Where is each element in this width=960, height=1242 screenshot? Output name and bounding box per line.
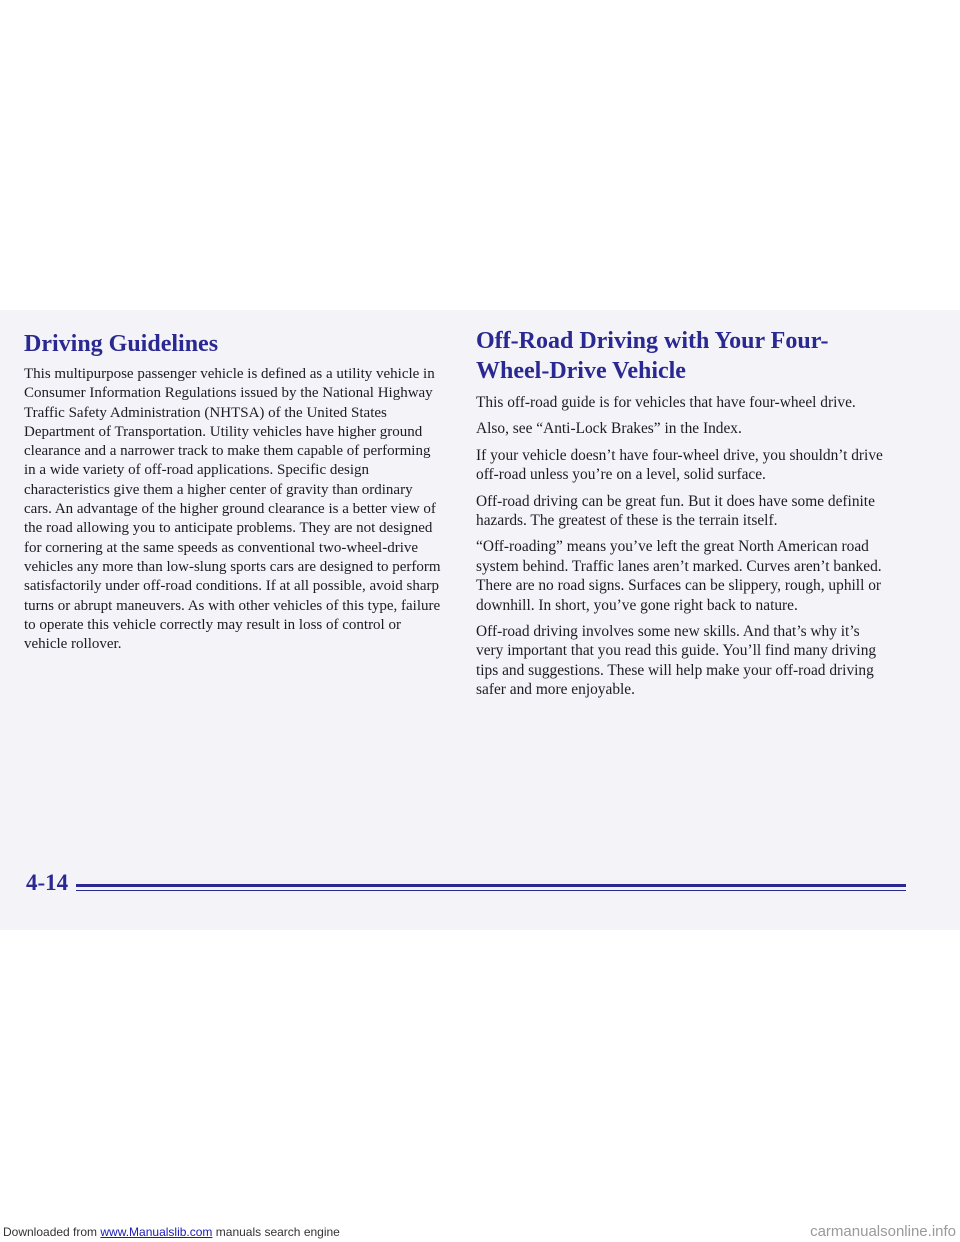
- body-paragraph: If your vehicle doesn’t have four-wheel drive, you shouldn’t drive off-road unless you’re on a level, solid surface.: [476, 446, 883, 484]
- watermark-bar: [0, 1222, 960, 1242]
- body-paragraph: This multipurpose passenger vehicle is defined as a utility vehicle in Consumer Information Regulations issued by the National Highway Traffic Safety Administration (NHTSA) of the United States Department of Transportation. Utility vehicles have higher ground clearance and a narrower track to make them capable of performing in a wide variety of off-road applications. Specific design characteristics give them a higher center of gravity than ordinary cars. An advantage of the higher ground clearance is a better view of the road allowing you to anticipate problems. They are not designed for cornering at the same speeds as conventional two-wheel-drive vehicles any more than low-slung sports cars are designed to perform satisfactorily under off-road conditions. If at all possible, avoid sharp turns or abrupt maneuvers. As with other vehicles of this type, failure to operate this vehicle correctly may result in loss of control or vehicle rollover.: [24, 366, 441, 653]
- download-notice: [3, 1224, 340, 1240]
- page-number: 4-14: [26, 870, 69, 895]
- section-heading: Driving Guidelines: [24, 331, 219, 357]
- body-paragraph: Off-road driving can be great fun. But it does have some definite hazards. The greatest of these is the terrain itself.: [476, 492, 875, 530]
- download-suffix: manuals search engine: [212, 1225, 340, 1239]
- section-heading: Off-Road Driving with Your Four-Wheel-Drive Vehicle: [476, 328, 829, 384]
- driving-guidelines-section: [24, 326, 444, 661]
- body-paragraph: Also, see “Anti-Lock Brakes” in the Index.: [476, 420, 742, 438]
- manualslib-link[interactable]: www.Manualslib.com: [100, 1225, 213, 1239]
- footer-rule-thin: [76, 890, 906, 891]
- page-footer: [26, 866, 886, 906]
- download-prefix: Downloaded from: [3, 1225, 101, 1239]
- body-paragraph: Off-road driving involves some new skills. And that’s why it’s very important that you read this guide. You’ll find many driving tips and suggestions. These will help make your off-road driving safer and more enjoyable.: [476, 623, 877, 699]
- body-paragraph: “Off-roading” means you’ve left the great North American road system behind. Traffic lanes aren’t marked. Curves aren’t banked. There are no road signs. Surfaces can be slippery, rough, uphill or downhill. In short, you’ve gone right back to nature.: [476, 538, 882, 614]
- site-watermark: carmanualsonline.info: [810, 1223, 956, 1240]
- body-paragraph: This off-road guide is for vehicles that have four-wheel drive.: [476, 394, 856, 411]
- off-road-driving-section: [476, 326, 886, 707]
- footer-rule: [76, 884, 906, 887]
